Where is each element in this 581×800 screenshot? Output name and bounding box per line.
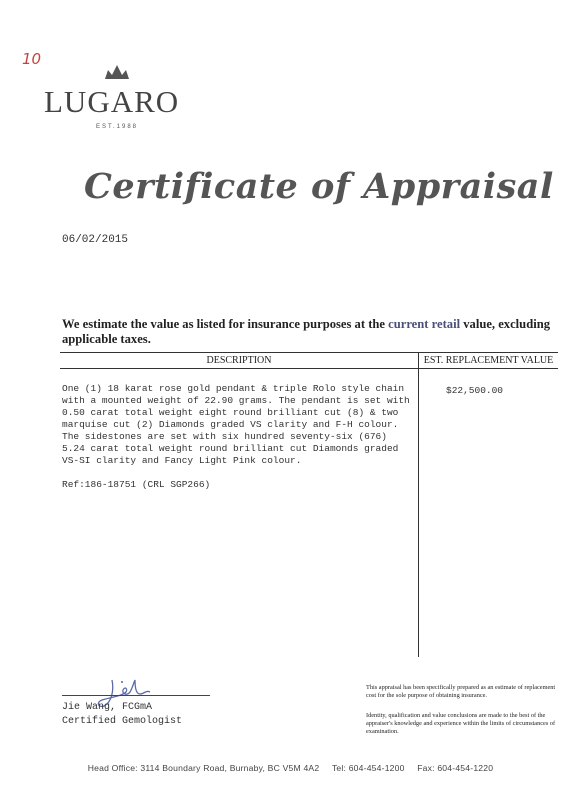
valuation-statement-prefix: We estimate the value as listed for insurance purposes at the xyxy=(62,317,389,331)
footer-fax: Fax: 604-454-1220 xyxy=(417,763,494,773)
item-description-cell xyxy=(62,383,412,503)
certificate-title: Certificate of Appraisal xyxy=(84,166,554,207)
column-header-value: EST. REPLACEMENT VALUE xyxy=(423,355,554,366)
item-description: One (1) 18 karat rose gold pendant & triple Rolo style chain with a mounted weight of 22.90 grams. The pendant is set with 0.50 carat total weight eight round brilliant cut (8) & two marquise cut (2) Diamonds graded VS clarity and F-H colour. The sidestones are set with six hundred seventy-six (676) 5.24 carat total weight round brilliant cut Diamonds graded VS-SI clarity and Fancy Light Pink colour. xyxy=(62,383,410,466)
valuation-statement xyxy=(62,317,562,347)
brand-established: EST.1988 xyxy=(96,124,139,130)
table-header-border xyxy=(60,368,558,369)
valuation-statement-accent: current retail xyxy=(388,317,461,331)
appraiser-name: Jie Wang, FCGmA xyxy=(62,702,153,713)
handwritten-page-number: 10 xyxy=(22,50,42,68)
table-top-border xyxy=(60,352,558,353)
signature-line xyxy=(62,695,210,696)
valuation-statement-suffix: value, excluding applicable taxes. xyxy=(62,317,550,346)
footer-address: Head Office: 3114 Boundary Road, Burnaby, BC V5M 4A2 xyxy=(87,763,320,773)
column-header-description: DESCRIPTION xyxy=(206,355,272,366)
brand-logo-text: LUGARO xyxy=(44,84,180,119)
table-column-divider xyxy=(418,352,419,657)
crown-icon xyxy=(104,64,130,80)
appraiser-title: Certified Gemologist xyxy=(62,716,183,727)
footer-tel: Tel: 604-454-1200 xyxy=(331,763,405,773)
footer-contact xyxy=(0,763,581,773)
item-reference: Ref:186-18751 (CRL SGP266) xyxy=(62,479,211,490)
certificate-date: 06/02/2015 xyxy=(62,234,129,246)
purpose-note: This appraisal has been specifically prepared as an estimate of replacement cost for the sole purpose of obtaining insurance. xyxy=(366,684,556,699)
item-value: $22,500.00 xyxy=(446,385,504,396)
disclaimer-note: Identity, qualification and value conclusions are made to the best of the appraiser's knowledge and experience within the limits of circumstances of examination. xyxy=(366,712,556,735)
